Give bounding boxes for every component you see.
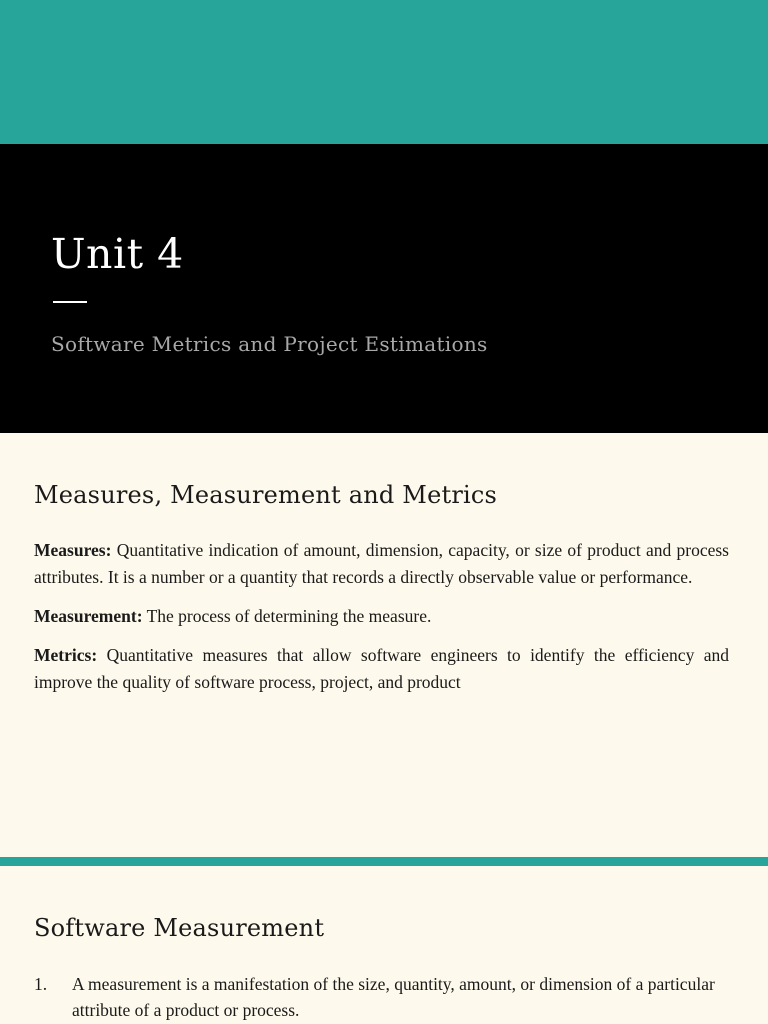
definition-text: The process of determining the measure. (142, 606, 432, 626)
definition-term: Measures: (34, 540, 112, 560)
definition-metrics (34, 642, 729, 696)
measurement-list (34, 971, 734, 1023)
metrics-slide (0, 433, 768, 857)
definition-term: Measurement: (34, 606, 143, 626)
list-item (34, 971, 734, 1023)
definition-text: Quantitative indication of amount, dimension, capacity, or size of product and process attributes. It is a number or a quantity that records a directly observable value or performance. (34, 540, 729, 587)
slide-divider (0, 857, 768, 866)
metrics-heading: Measures, Measurement and Metrics (34, 481, 498, 509)
definition-term: Metrics: (34, 645, 98, 665)
measurement-heading: Software Measurement (34, 914, 325, 942)
definition-measures (34, 537, 729, 591)
definition-measurement (34, 603, 729, 630)
list-item-number: 1. (34, 974, 48, 994)
slide-subtitle: Software Metrics and Project Estimations (51, 332, 488, 356)
title-underline (53, 301, 87, 303)
definitions-list (34, 537, 729, 708)
slide-title: Unit 4 (51, 230, 184, 278)
list-item-text: A measurement is a manifestation of the size, quantity, amount, or dimension of a particular attribute of a product or process. (72, 974, 715, 1020)
software-measurement-slide (0, 866, 768, 1024)
teal-header-band (0, 0, 768, 144)
definition-text: Quantitative measures that allow software engineers to identify the efficiency and improve the quality of software process, project, and product (34, 645, 729, 692)
title-slide (0, 144, 768, 433)
